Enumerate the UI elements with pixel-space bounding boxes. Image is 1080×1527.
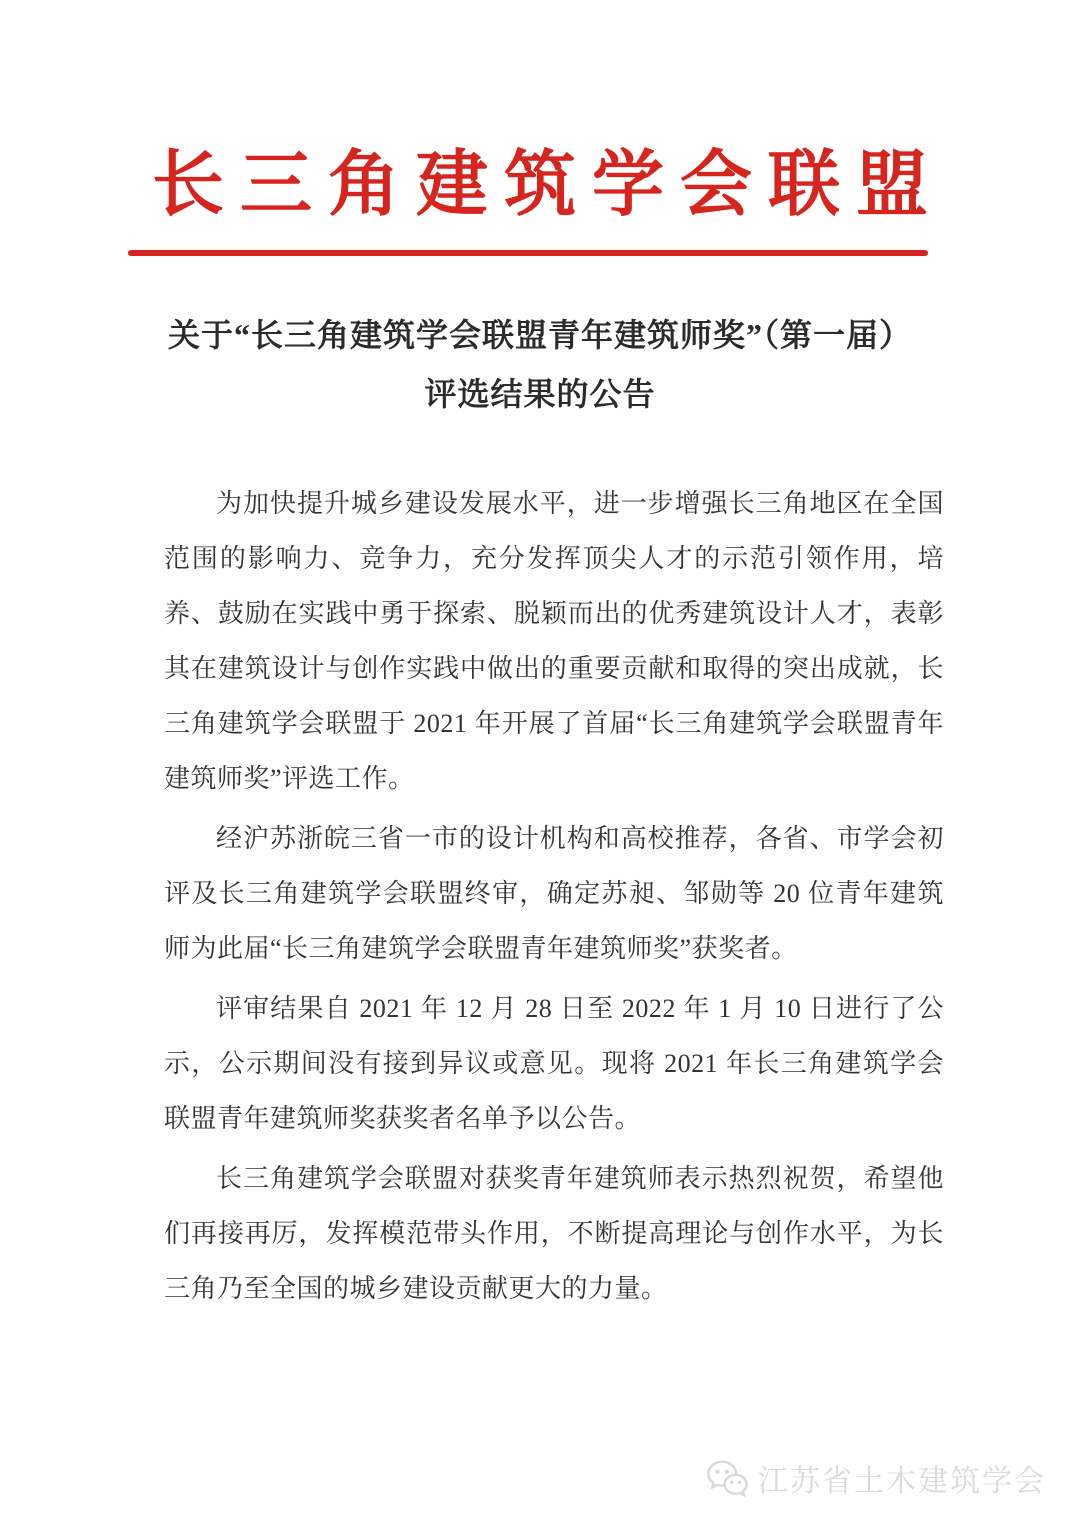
- doc-title-line1: 关于“长三角建筑学会联盟青年建筑师奖”（第一届）: [167, 317, 912, 353]
- masthead-title: 长三角建筑学会联盟: [151, 145, 944, 225]
- doc-title: [0, 306, 1080, 424]
- doc-body: [164, 476, 944, 1316]
- footer-watermark: [704, 1456, 1046, 1500]
- body-paragraph: 经沪苏浙皖三省一市的设计机构和高校推荐，各省、市学会初评及长三角建筑学会联盟终审，确定苏昶、邹勋等 20 位青年建筑师为此届“长三角建筑学会联盟青年建筑师奖”获奖者。: [164, 824, 944, 963]
- doc-title-line2: 评选结果的公告: [424, 376, 656, 412]
- watermark-label: 江苏省土木建筑学会: [758, 1465, 1046, 1498]
- body-paragraph: 评审结果自 2021 年 12 月 28 日至 2022 年 1 月 10 日进行了公示，公示期间没有接到异议或意见。现将 2021 年长三角建筑学会联盟青年建筑师奖获奖者名单予以公告。: [164, 994, 944, 1133]
- body-paragraph: 为加快提升城乡建设发展水平，进一步增强长三角地区在全国范围的影响力、竞争力，充分发挥顶尖人才的示范引领作用，培养、鼓励在实践中勇于探索、脱颖而出的优秀建筑设计人才，表彰其在建筑设计与创作实践中做出的重要贡献和取得的突出成就，长三角建筑学会联盟于 2021 年开展了首届“长三角建筑学会联盟青年建筑师奖”评选工作。: [164, 489, 944, 793]
- body-paragraph: 长三角建筑学会联盟对获奖青年建筑师表示热烈祝贺，希望他们再接再厉，发挥模范带头作用，不断提高理论与创作水平，为长三角乃至全国的城乡建设贡献更大的力量。: [164, 1164, 944, 1303]
- red-divider: [128, 250, 928, 256]
- wechat-icon: [704, 1457, 750, 1499]
